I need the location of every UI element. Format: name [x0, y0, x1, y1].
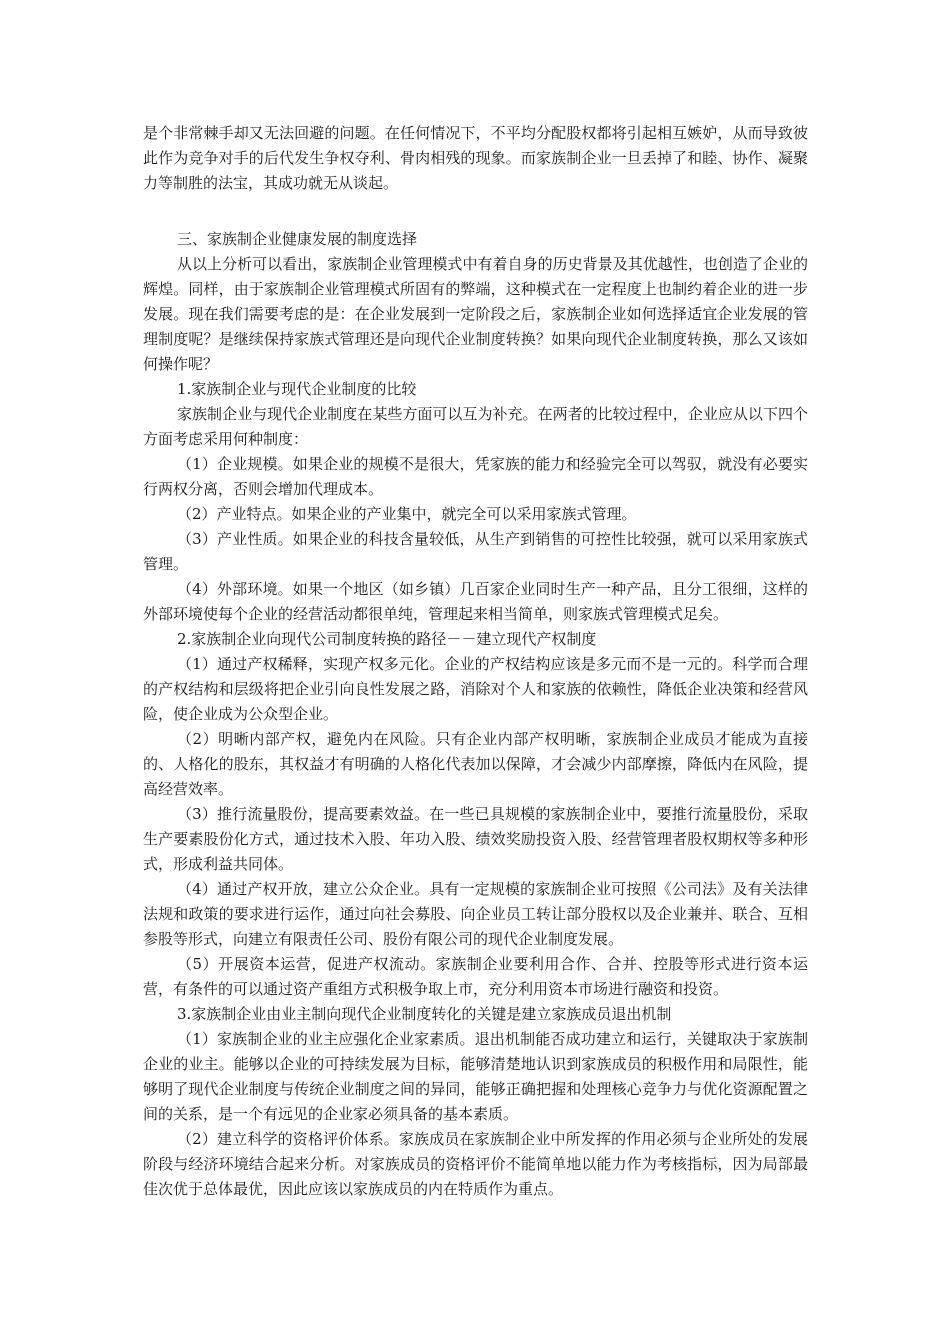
- paragraph-1-2: （2）产业特点。如果企业的产业集中，就完全可以采用家族式管理。: [177, 505, 637, 523]
- document-page: [143, 121, 808, 1202]
- paragraph-3-1: （1）家族制企业的业主应强化企业家素质。退出机制能否成功建立和运行，关键取决于家族制企业的业主。能够以企业的可持续发展为目标，能够清楚地认识到家族成员的积极作用和局限性，能够明了现代企业制度与传统企业制度之间的异同，能够正确把握和处理核心竞争力与优化资源配置之间的关系，是一个有远见的企业家必须具备的基本素质。: [143, 1030, 808, 1123]
- heading-1: 1.家族制企业与现代企业制度的比较: [177, 380, 417, 398]
- section-title: 三、家族制企业健康发展的制度选择: [177, 230, 418, 248]
- paragraph-1-4: （4）外部环境。如果一个地区（如乡镇）几百家企业同时生产一种产品，且分工很细，这样的外部环境使每个企业的经营活动都很单纯，管理起来相当简单，则家族式管理模式足矣。: [143, 580, 808, 623]
- paragraph-1-3: （3）产业性质。如果企业的科技含量较低，从生产到销售的可控性比较强，就可以采用家族式管理。: [143, 530, 808, 573]
- heading-3: 3.家族制企业由业主制向现代企业制度转化的关键是建立家族成员退出机制: [177, 1005, 672, 1023]
- paragraph-overview: 从以上分析可以看出，家族制企业管理模式中有着自身的历史背景及其优越性，也创造了企业的辉煌。同样，由于家族制企业管理模式所固有的弊端，这种模式在一定程度上也制约着企业的进一步发展。现在我们需要考虑的是：在企业发展到一定阶段之后，家族制企业如何选择适宜企业发展的管理制度呢？是继续保持家族式管理还是向现代企业制度转换？如果向现代企业制度转换，那么又该如何操作呢？: [143, 255, 808, 373]
- paragraph-2-1: （1）通过产权稀释，实现产权多元化。企业的产权结构应该是多元而不是一元的。科学而合理的产权结构和层级将把企业引向良性发展之路，消除对个人和家族的依赖性，降低企业决策和经营风险，使企业成为公众型企业。: [143, 655, 808, 723]
- paragraph-intro: 是个非常棘手却又无法回避的问题。在任何情况下，不平均分配股权都将引起相互嫉妒，从而导致彼此作为竞争对手的后代发生争权夺利、骨肉相残的现象。而家族制企业一旦丢掉了和睦、协作、凝聚力等制胜的法宝，其成功就无从谈起。: [143, 124, 808, 192]
- paragraph-1-1: （1）企业规模。如果企业的规模不是很大，凭家族的能力和经验完全可以驾驭，就没有必要实行两权分离，否则会增加代理成本。: [143, 455, 808, 498]
- paragraph-1-intro: 家族制企业与现代企业制度在某些方面可以互为补充。在两者的比较过程中，企业应从以下四个方面考虑采用何种制度：: [143, 405, 808, 448]
- paragraph-3-2: （2）建立科学的资格评价体系。家族成员在家族制企业中所发挥的作用必须与企业所处的发展阶段与经济环境结合起来分析。对家族成员的资格评价不能简单地以能力作为考核指标，因为局部最佳次优于总体最优，因此应该以家族成员的内在特质作为重点。: [143, 1130, 808, 1198]
- paragraph-2-2: （2）明晰内部产权，避免内在风险。只有企业内部产权明晰，家族制企业成员才能成为直接的、人格化的股东，其权益才有明确的人格化代表加以保障，才会减少内部摩擦，降低内在风险，提高经营效率。: [143, 730, 808, 798]
- paragraph-2-5: （5）开展资本运营，促进产权流动。家族制企业要利用合作、合并、控股等形式进行资本运营，有条件的可以通过资产重组方式积极争取上市，充分利用资本市场进行融资和投资。: [143, 955, 808, 998]
- paragraph-2-4: （4）通过产权开放，建立公众企业。具有一定规模的家族制企业可按照《公司法》及有关法律法规和政策的要求进行运作，通过向社会募股、向企业员工转让部分股权以及企业兼并、联合、互相参股等形式，向建立有限责任公司、股份有限公司的现代企业制度发展。: [143, 880, 808, 948]
- heading-2: 2.家族制企业向现代公司制度转换的路径－－建立现代产权制度: [177, 630, 597, 648]
- paragraph-2-3: （3）推行流量股份，提高要素效益。在一些已具规模的家族制企业中，要推行流量股份，采取生产要素股份化方式，通过技术入股、年功入股、绩效奖励投资入股、经营管理者股权期权等多种形式，形成利益共同体。: [143, 805, 808, 873]
